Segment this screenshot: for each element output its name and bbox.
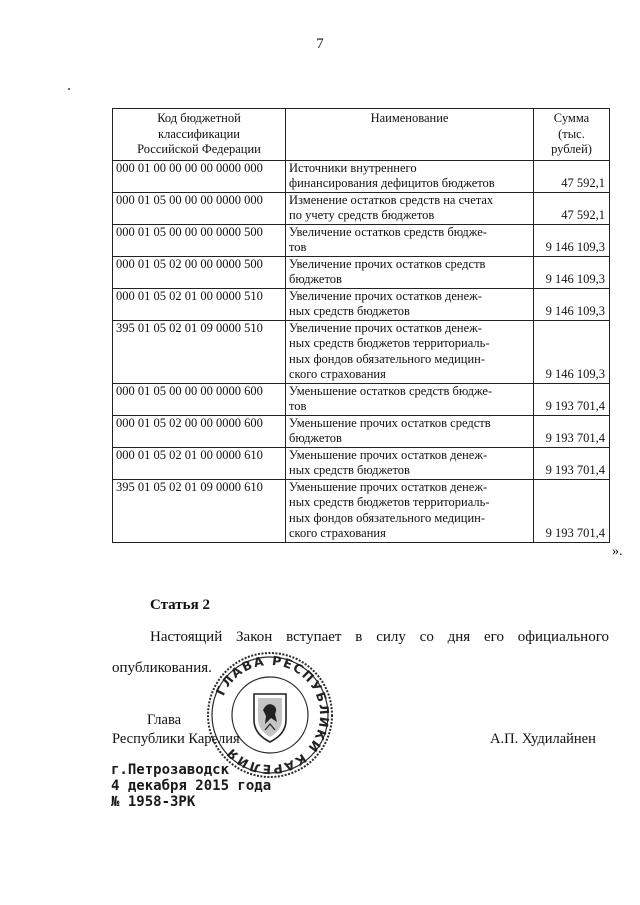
signature-region: Республики Карелия: [112, 731, 240, 747]
budget-code-cell: 000 01 05 00 00 00 0000 600: [113, 383, 286, 415]
budget-code-cell: 000 01 05 00 00 00 0000 000: [113, 192, 286, 224]
budget-name-line: ных средств бюджетов: [289, 463, 410, 477]
budget-code-cell: 395 01 05 02 01 09 0000 510: [113, 320, 286, 383]
budget-name-cell: [286, 383, 534, 415]
budget-sum-cell: 9 146 109,3: [534, 224, 610, 256]
budget-code-cell: 000 01 05 00 00 00 0000 500: [113, 224, 286, 256]
budget-sum-cell: 9 146 109,3: [534, 288, 610, 320]
budget-code-cell: 000 01 05 02 00 00 0000 500: [113, 256, 286, 288]
budget-name-line: Уменьшение прочих остатков денеж-: [289, 447, 488, 462]
table-row: [113, 447, 610, 479]
budget-name-line: бюджетов: [289, 272, 342, 286]
budget-name-cell: [286, 288, 534, 320]
budget-name-line: Увеличение прочих остатков средств: [289, 256, 486, 271]
budget-sum-cell: 9 146 109,3: [534, 256, 610, 288]
seal-text: ГЛАВА РЕСПУБЛИКИ КАРЕЛИЯ: [212, 652, 333, 778]
budget-code-cell: 000 01 05 02 01 00 0000 610: [113, 447, 286, 479]
stamp-date: 4 декабря 2015 года: [111, 778, 272, 794]
budget-name-line: Источники внутреннего: [289, 160, 417, 175]
budget-name-line: тов: [289, 399, 307, 413]
header-name: Наименование: [286, 109, 534, 161]
budget-name-line: бюджетов: [289, 431, 342, 445]
budget-name-line: Уменьшение остатков средств бюдже-: [289, 383, 493, 398]
budget-name-line: ных средств бюджетов территориаль-: [289, 495, 490, 509]
stamp-place: г.Петрозаводск: [111, 762, 230, 778]
budget-code-cell: 000 01 00 00 00 00 0000 000: [113, 160, 286, 192]
budget-sources-table: [112, 108, 610, 543]
budget-name-line: финансирования дефицитов бюджетов: [289, 176, 495, 190]
page-number: 7: [316, 36, 324, 52]
budget-sum-cell: 9 193 701,4: [534, 383, 610, 415]
budget-name-cell: [286, 256, 534, 288]
budget-name-line: ных фондов обязательного медицин-: [289, 351, 486, 366]
table-row: [113, 256, 610, 288]
budget-name-cell: [286, 479, 534, 542]
budget-name-cell: [286, 160, 534, 192]
budget-code-cell: 395 01 05 02 01 09 0000 610: [113, 479, 286, 542]
budget-name-line: ского страхования: [289, 526, 386, 540]
budget-name-cell: [286, 224, 534, 256]
budget-name-line: по учету средств бюджетов: [289, 208, 435, 222]
budget-name-line: ского страхования: [289, 367, 386, 381]
budget-sum-cell: 9 193 701,4: [534, 415, 610, 447]
budget-name-line: Увеличение остатков средств бюдже-: [289, 224, 487, 239]
budget-name-line: ных фондов обязательного медицин-: [289, 510, 486, 525]
budget-name-cell: [286, 447, 534, 479]
budget-sum-cell: 9 193 701,4: [534, 479, 610, 542]
budget-name-cell: [286, 192, 534, 224]
budget-sum-cell: 47 592,1: [534, 160, 610, 192]
budget-name-line: ных средств бюджетов: [289, 304, 410, 318]
table-row: [113, 288, 610, 320]
budget-name-line: Увеличение прочих остатков денеж-: [289, 320, 482, 335]
budget-name-line: Увеличение прочих остатков денеж-: [289, 288, 482, 303]
header-sum: Сумма (тыс. рублей): [534, 109, 610, 161]
coat-of-arms-icon: [254, 694, 286, 742]
stamp-number: № 1958-ЗРК: [111, 794, 196, 810]
signature-title: Глава: [147, 712, 182, 728]
table-row: [113, 192, 610, 224]
budget-code-cell: 000 01 05 02 00 00 0000 600: [113, 415, 286, 447]
table-row: [113, 383, 610, 415]
budget-name-line: тов: [289, 240, 307, 254]
budget-name-cell: [286, 320, 534, 383]
signer-name: А.П. Худилайнен: [490, 731, 596, 747]
budget-code-cell: 000 01 05 02 01 00 0000 510: [113, 288, 286, 320]
budget-name-cell: [286, 415, 534, 447]
header-code: Код бюджетной классификации Российской Федерации: [113, 109, 286, 161]
table-header-row: [113, 109, 610, 161]
article-text: Настоящий Закон вступает в силу со дня его официального опубликования.: [112, 629, 609, 676]
budget-sum-cell: 9 146 109,3: [534, 320, 610, 383]
article-title: Статья 2: [150, 597, 210, 613]
budget-name-line: Изменение остатков средств на счетах: [289, 192, 494, 207]
budget-sum-cell: 9 193 701,4: [534, 447, 610, 479]
table-row: [113, 415, 610, 447]
table-row: [113, 224, 610, 256]
budget-name-line: Уменьшение прочих остатков средств: [289, 415, 491, 430]
budget-name-line: Уменьшение прочих остатков денеж-: [289, 479, 488, 494]
table-row: [113, 320, 610, 383]
table-row: [113, 160, 610, 192]
budget-name-line: ных средств бюджетов территориаль-: [289, 336, 490, 350]
closing-quote: ».: [612, 544, 623, 559]
budget-sum-cell: 47 592,1: [534, 192, 610, 224]
table-row: [113, 479, 610, 542]
official-seal: [205, 650, 335, 780]
scan-speck: [68, 88, 70, 90]
